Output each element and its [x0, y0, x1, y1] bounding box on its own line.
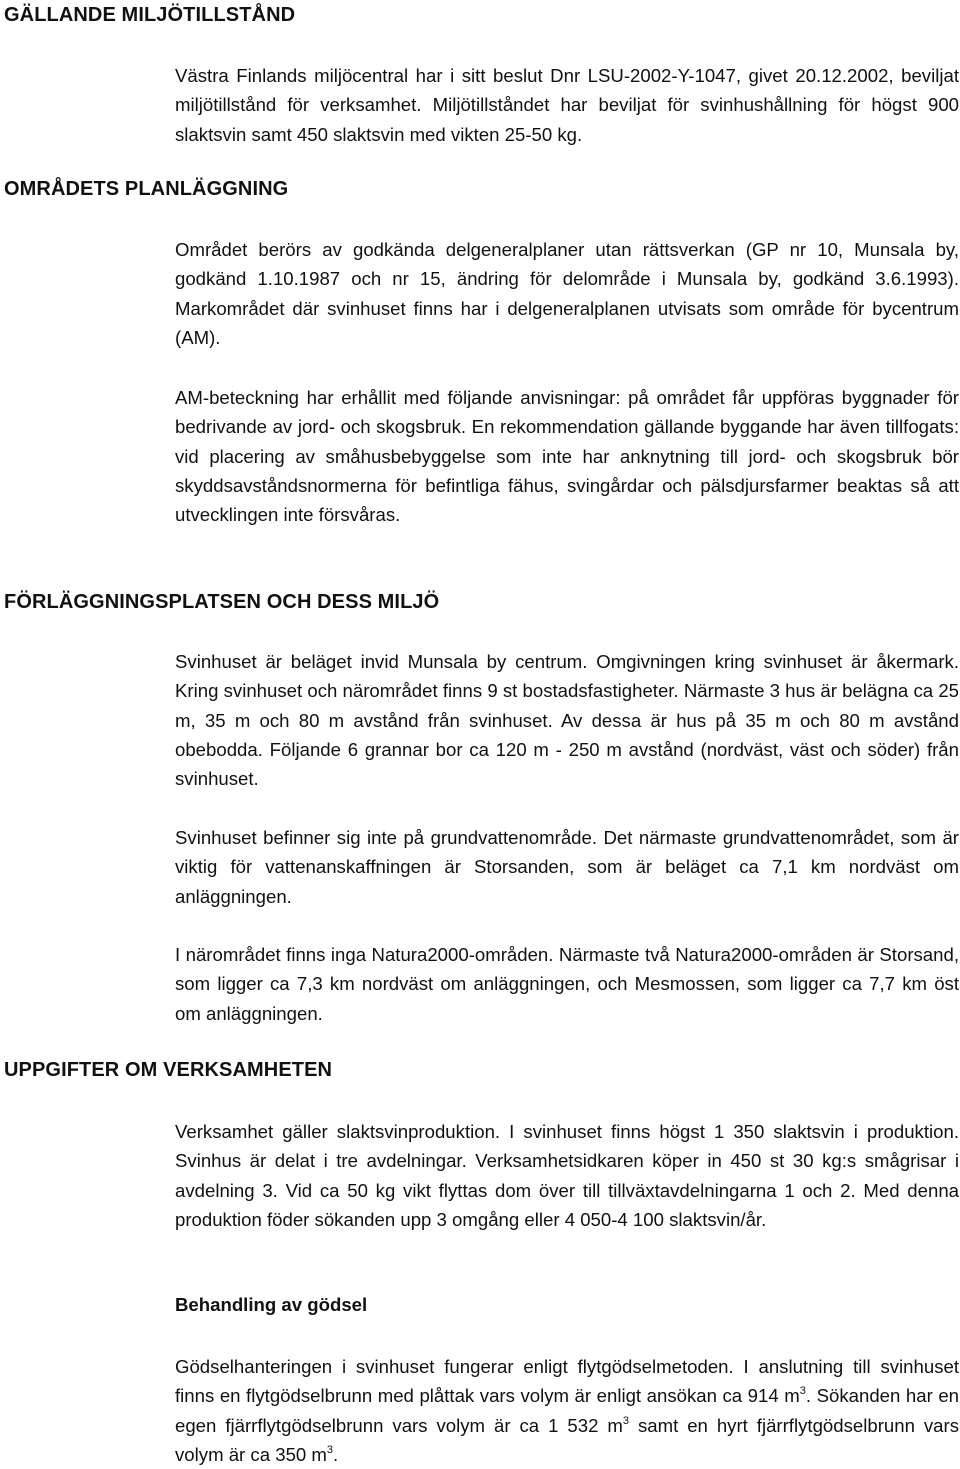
godsel-text-4: .: [333, 1443, 339, 1465]
paragraph-planlaggning-1: Området berörs av godkända delgeneralplaner utan rättsverkan (GP nr 10, Munsala by, godkänd 1.10.1987 och nr 15, ändring för delområde i Munsala by, godkänd 3.6.1993). Markområdet där svinhuset finns har i delgeneralplanen utvisats som område för bycentrum (AM).: [175, 239, 959, 348]
paragraph-forlaggning-1: Svinhuset är beläget invid Munsala by centrum. Omgivningen kring svinhuset är åkermark. Kring svinhuset och närområdet finns 9 st bostadsfastigheter. Närmaste 3 hus är belägna ca 25 m, 35 m och 80 m avstånd från svinhuset. Av dessa är hus på 35 m och 80 m avstånd obebodda. Följande 6 grannar bor ca 120 m - 250 m avstånd (nordväst, väst och söder) från svinhuset.: [175, 651, 959, 790]
paragraph-miljotillstand: Västra Finlands miljöcentral har i sitt beslut Dnr LSU-2002-Y-1047, givet 20.12.2002, beviljat miljötillstånd för verksamhet. Miljötillståndet har beviljat för svinhushållning för högst 900 slaktsvin samt 450 slaktsvin med vikten 25-50 kg.: [175, 65, 959, 145]
heading-forlaggningsplatsen: FÖRLÄGGNINGSPLATSEN OCH DESS MILJÖ: [4, 591, 440, 613]
heading-uppgifter-om-verksamheten: UPPGIFTER OM VERKSAMHETEN: [4, 1059, 333, 1081]
paragraph-forlaggning-2: Svinhuset befinner sig inte på grundvattenområde. Det närmaste grundvattenområdet, som är viktig för vattenanskaffningen är Storsanden, som är beläget ca 7,1 km nordväst om anläggningen.: [175, 827, 959, 907]
paragraph-forlaggning-3: I närområdet finns inga Natura2000-områden. Närmaste två Natura2000-områden är Storsand, som ligger ca 7,3 km nordväst om anläggningen, och Mesmossen, som ligger ca 7,7 km öst om anläggningen.: [175, 944, 959, 1024]
godsel-sup-1: 3: [799, 1385, 806, 1398]
subheading-behandling-av-godsel: Behandling av gödsel: [175, 1294, 368, 1315]
heading-omradets-planlaggning: OMRÅDETS PLANLÄGGNING: [4, 178, 289, 200]
paragraph-verksamheten: Verksamhet gäller slaktsvinproduktion. I svinhuset finns högst 1 350 slaktsvin i produktion. Svinhus är delat i tre avdelningar. Verksamhetsidkaren köper in 450 st 30 kg:s smågrisar i avdelning 3. Vid ca 50 kg vikt flyttas dom över till tillväxtavdelningarna 1 och 2. Med denna produktion föder sökanden upp 3 omgång eller 4 050-4 100 slaktsvin/år.: [175, 1121, 959, 1230]
paragraph-godsel: [175, 1352, 959, 1469]
godsel-text-1: Gödselhanteringen i svinhuset fungerar enligt flytgödselmetoden. I anslutning till svinhuset finns en flytgödselbrunn med plåttak vars volym är enligt ansökan ca 914 m: [175, 1356, 959, 1407]
godsel-sup-3: 3: [326, 1443, 334, 1456]
paragraph-planlaggning-2: AM-beteckning har erhållit med följande anvisningar: på området får uppföras byggnader för bedrivande av jord- och skogsbruk. En rekommendation gällande byggande har även tillfogats: vid placering av småhusbebyggelse som inte har anknytning till jord- och skogsbruk bör skyddsavståndsnormerna för befintliga fähus, svingårdar och pälsdjursfarmer beaktas så att utvecklingen inte försvåras.: [175, 387, 959, 526]
godsel-text-2: . Sökanden har en egen fjärrflytgödselbrunn vars volym är ca 1 532 m: [175, 1385, 959, 1436]
godsel-text-3: samt en hyrt fjärrflytgödselbrunn vars volym är ca 350 m: [175, 1414, 959, 1465]
godsel-sup-2: 3: [622, 1414, 629, 1427]
heading-gallande-miljotillstand: GÄLLANDE MILJÖTILLSTÅND: [4, 4, 296, 26]
